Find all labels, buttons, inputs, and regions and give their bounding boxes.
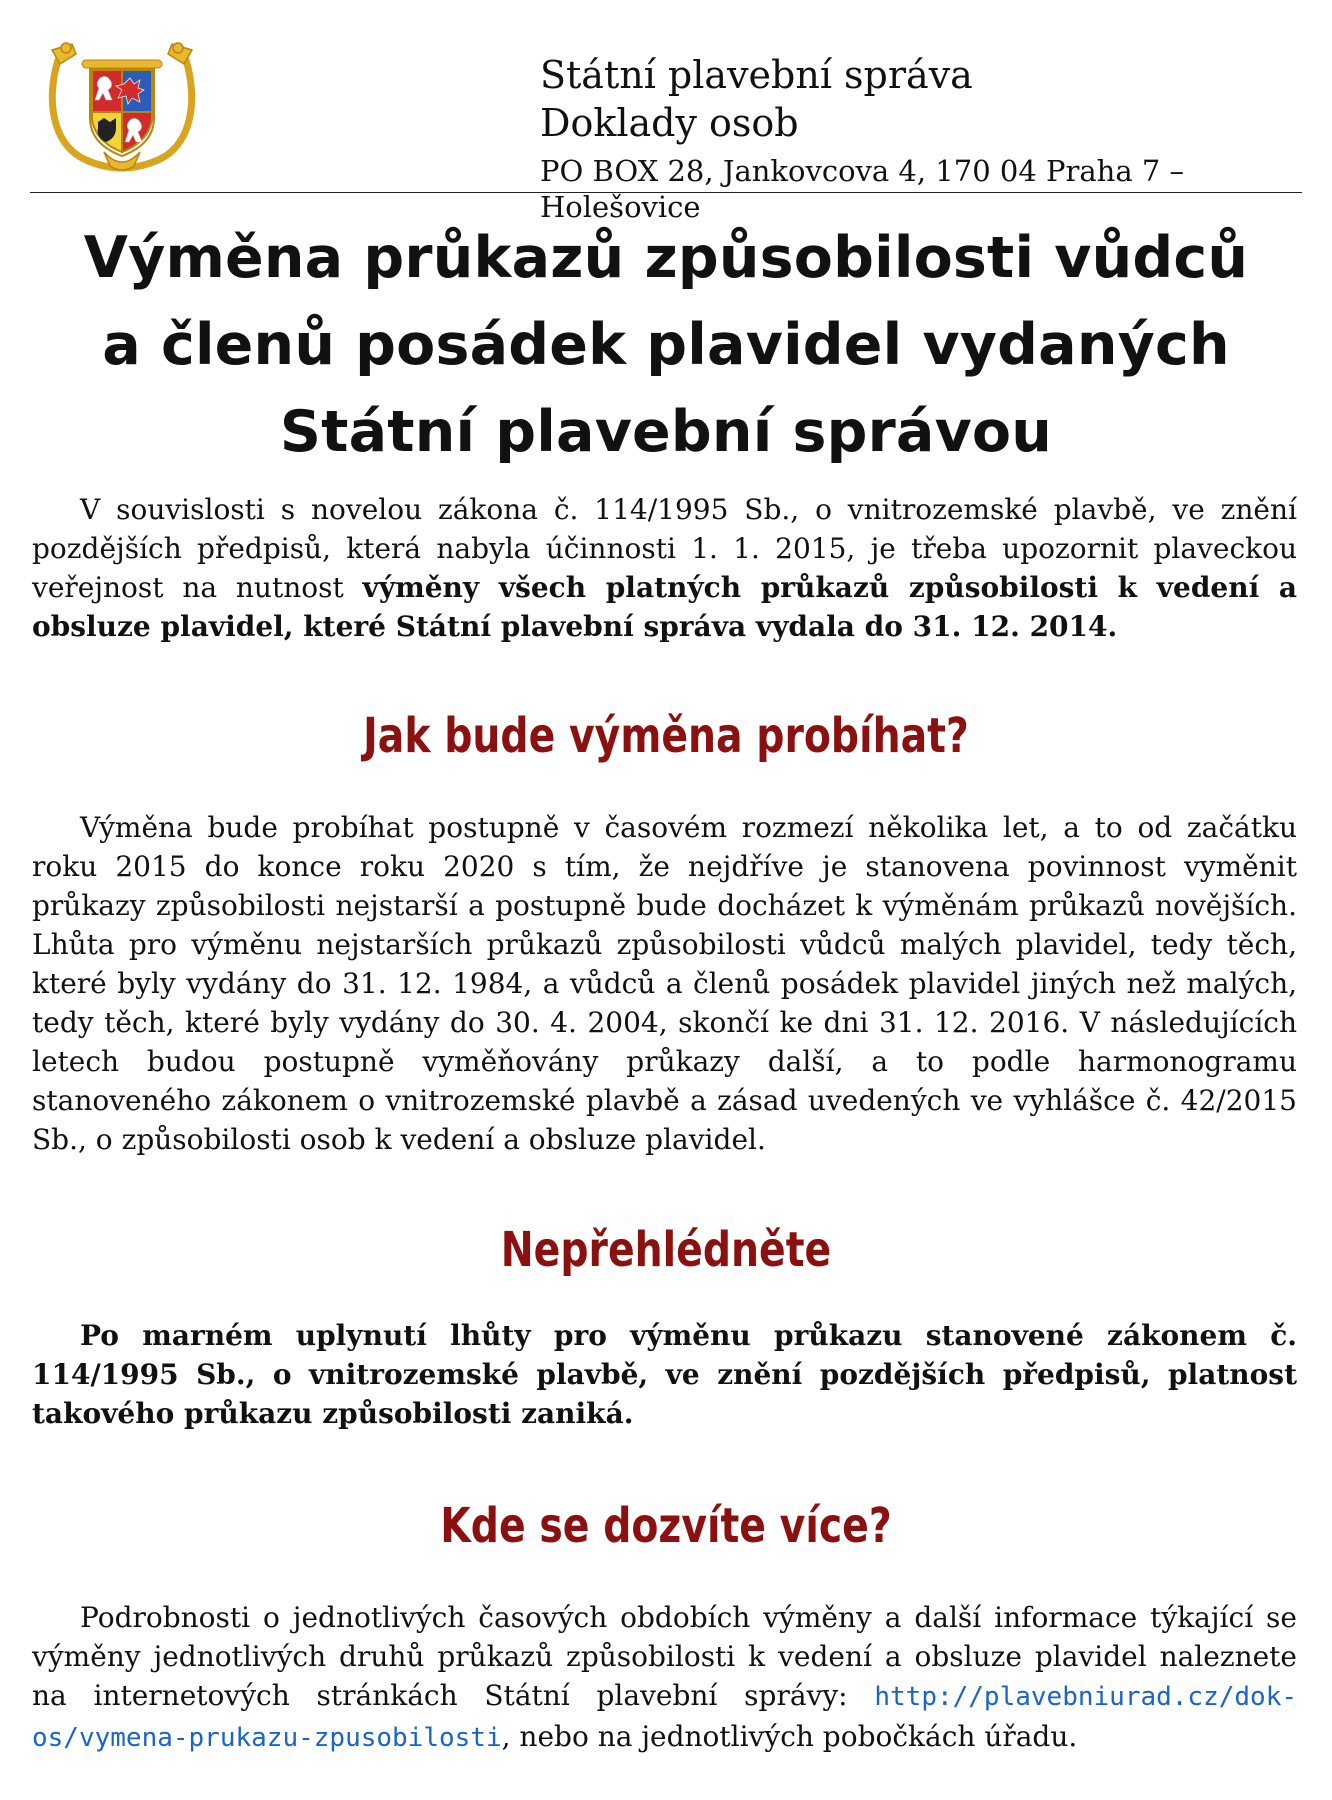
more-info-text-end: , nebo na jednotlivých pobočkách úřadu. [501, 1720, 1078, 1753]
title-line-2: a členů posádek plavidel vydaných [102, 312, 1230, 378]
more-info-text: Podrobnosti o jednotlivých časových obdobích výměny a další informace týkající se výměny jednotlivých druhů průkazů způsobilosti k vedení a obsluze plavidel naleznete na internetových stránkách Státní plavební správy: [32, 1601, 1297, 1712]
info-link[interactable]: http://plavebniurad.cz/dok-os/vymena-prukazu-zpusobilosti [32, 1682, 1297, 1753]
section-how-paragraph [32, 808, 1297, 1159]
organization-address: PO BOX 28, Jankovcova 4, 170 04 Praha 7 – Holešovice [540, 154, 1185, 225]
notice-paragraph [32, 1316, 1297, 1433]
header-organization [540, 52, 1332, 226]
header-divider [30, 192, 1302, 193]
organization-name: Státní plavební správa [540, 53, 973, 97]
section-how-text: Výměna bude probíhat postupně v časovém rozmezí několika let, a to od začátku roku 2015 do konce roku 2020 s tím, že nejdříve je stanovena povinnost vyměnit průkazy způsobilosti nejstarší a postupně bude docházet k výměnám průkazů novějších. Lhůta pro výměnu nejstarších průkazů způsobilosti vůdců malých plavidel, tedy těch, které byly vydány do 31. 12. 1984, a vůdců a členů posádek plavidel jiných než malých, tedy těch, které byly vydány do 30. 4. 2004, skončí ke dni 31. 12. 2016. V následujících letech budou postupně vyměňovány průkazy další, a to podle harmonogramu stanoveného zákonem o vnitrozemské plavbě a zásad uvedených ve vyhlášce č. 42/2015 Sb., o způsobilosti osob k vedení a obsluze plavidel. [32, 811, 1297, 1156]
page-title [30, 215, 1302, 476]
section-heading-notice: Nepřehlédněte [500, 1222, 832, 1278]
intro-paragraph [32, 490, 1297, 646]
department-name: Doklady osob [540, 100, 799, 145]
intro-text: V souvislosti s novelou zákona č. 114/1995 Sb., o vnitrozemské plavbě, ve znění pozdějších předpisů, která nabyla účinnosti 1. 1. 2015, je třeba upozornit plaveckou veřejnost na nutnost [32, 493, 1297, 604]
title-line-3: Státní plavební správou [279, 399, 1053, 465]
title-line-1: Výměna průkazů způsobilosti vůdců [83, 225, 1249, 291]
section-heading-how: Jak bude výměna probíhat? [363, 708, 969, 764]
notice-text: Po marném uplynutí lhůty pro výměnu průkazu stanovené zákonem č. 114/1995 Sb., o vnitrozemské plavbě, ve znění pozdějších předpisů, platnost takového průkazu způsobilosti zaniká. [32, 1319, 1297, 1430]
coat-of-arms-logo [46, 40, 198, 176]
more-info-paragraph [32, 1598, 1297, 1758]
section-heading-more-info: Kde se dozvíte více? [440, 1498, 892, 1554]
intro-bold-text: výměny všech platných průkazů způsobilosti k vedení a obsluze plavidel, které Státní plavební správa vydala do 31. 12. 2014. [32, 571, 1298, 643]
